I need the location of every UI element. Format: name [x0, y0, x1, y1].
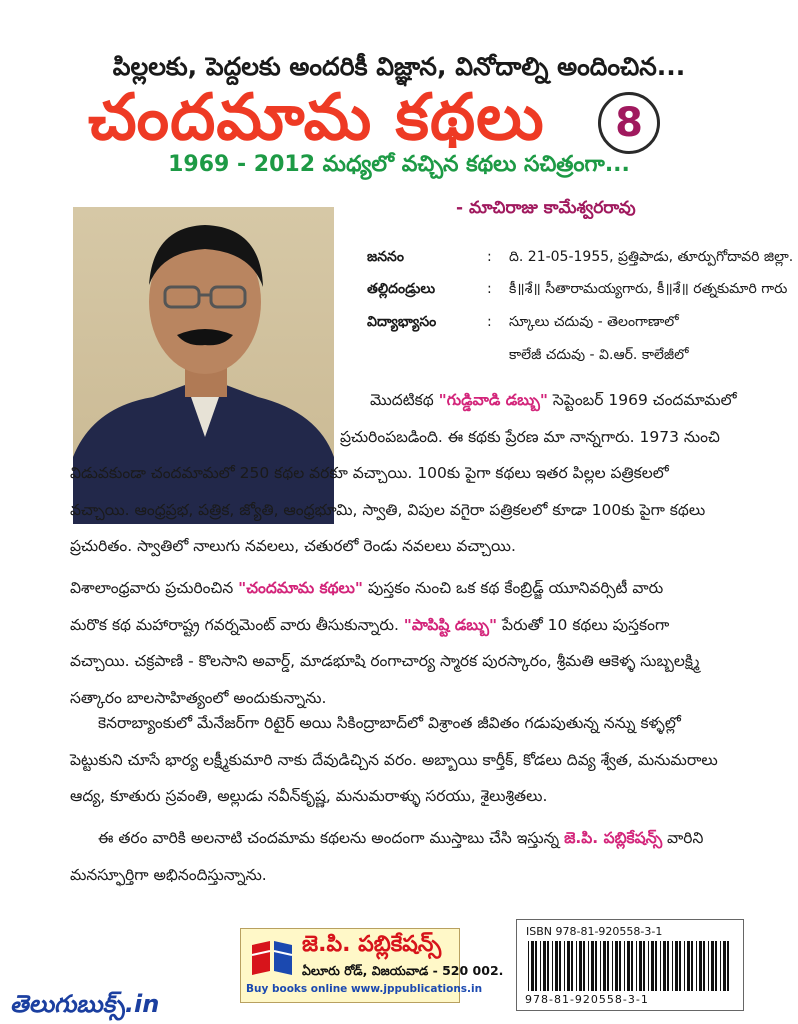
- bio-label: తల్లిదండ్రులు: [367, 281, 436, 297]
- paragraph-line: విడువకుండా చందమామలో 250 కథల వరకూ వచ్చాయి. 100కు పైగా కథలు ఇతర పిల్లల పత్రికలలో: [70, 464, 669, 482]
- book-subtitle: 1969 - 2012 మధ్యలో వచ్చిన కథలు సచిత్రంగా...: [168, 152, 630, 177]
- publisher-address: ఏలూరు రోడ్, విజయవాడ - 520 002.: [302, 963, 504, 978]
- paragraph-line: పెట్టుకుని చూసే భార్య లక్ష్మీకుమారి నాకు దేవుడిచ్చిన వరం. అబ్బాయి కార్తీక్, కోడలు దివ్య శ్వేత, మనుమరాలు: [70, 750, 718, 769]
- text-span: మొదటికథ: [370, 391, 439, 409]
- paragraph-awards: [70, 570, 740, 716]
- highlight-book-title: "చందమామ కథలు": [238, 579, 363, 597]
- bio-label: విద్యాభ్యాసం: [367, 314, 437, 330]
- bio-row-education: [367, 314, 679, 333]
- paragraph-family: [70, 705, 740, 815]
- paragraph-first-story: [70, 382, 740, 565]
- text-span: ఈ తరం వారికి అలనాటి చందమామ కథలను అందంగా ముస్తాబు చేసి ఇస్తున్న: [98, 829, 565, 847]
- publisher-website: Buy books online www.jppublications.in: [246, 983, 483, 995]
- highlight-publisher: జె.పి. పబ్లికేషన్స్: [564, 829, 663, 847]
- paragraph-line: ప్రచురింపబడింది. ఈ కథకు ప్రేరణ మా నాన్నగారు. 1973 నుంచి: [340, 427, 720, 446]
- bio-sep: :: [487, 314, 492, 330]
- paragraph-line: [70, 570, 740, 607]
- paragraph-thanks: [70, 820, 740, 893]
- text-span: విశాలాంధ్రవారు ప్రచురించిన: [70, 579, 239, 597]
- bio-row-parents: [367, 281, 787, 300]
- paragraph-line: ప్రచురితం. స్వాతిలో నాలుగు నవలలు, చతురలో రెండు నవలలు వచ్చాయి.: [70, 537, 516, 555]
- paragraph-line: సత్కారం బాలసాహిత్యంలో అందుకున్నాను.: [70, 688, 327, 707]
- isbn-label: ISBN 978-81-920558-3-1: [526, 925, 663, 938]
- bio-value: కీ॥శే॥ సీతారామయ్యగారు, కీ॥శే॥ రత్నకుమారి గారు: [509, 281, 788, 297]
- text-span: వారిని: [662, 829, 704, 847]
- paragraph-line: వచ్చాయి. చక్రపాణి - కొలసాని అవార్డ్, మాడభూషి రంగాచార్య స్మారక పురస్కారం, శ్రీమతి ఆకెళ్ళ సుబ్బలక్ష్మి: [70, 652, 700, 670]
- isbn-number: 978-81-920558-3-1: [525, 993, 649, 1006]
- text-span: పుస్తకం నుంచి ఒక కథ కేంబ్రిడ్జ్ యూనివర్సిటీ వారు: [362, 579, 664, 597]
- bio-row-college: [367, 347, 689, 366]
- bio-sep: :: [487, 249, 492, 265]
- bio-value: ది. 21-05-1955, ప్రత్తిపాడు, తూర్పుగోదావరి జిల్లా.: [509, 249, 794, 265]
- text-span: సెప్టెంబర్ 1969 చందమామలో: [547, 391, 737, 409]
- paragraph-line: [70, 607, 740, 644]
- bio-row-birth: [367, 249, 793, 268]
- paragraph-line: వచ్చాయి. ఆంధ్రప్రభ, పత్రిక, జ్యోతి, ఆంధ్రభూమి, స్వాతి, విపుల వగైరా పత్రికలలో కూడా 100కు పైగా కథలు: [70, 500, 706, 519]
- paragraph-line: ఆద్య, కూతురు స్రవంతి, అల్లుడు నవీన్‌కృష్ణ, మనుమరాళ్ళు సరయు, శైలుశ్రితలు.: [70, 787, 548, 805]
- paragraph-line: కెనరాబ్యాంకులో మేనేజర్‌గా రిటైర్ అయి సికింద్రాబాద్‌లో విశ్రాంత జీవితం గడుపుతున్న నన్ను కళ్ళల్లో: [98, 714, 681, 732]
- publisher-name: జె.పి. పబ్లికేషన్స్: [302, 932, 442, 957]
- barcode-icon: [526, 941, 732, 991]
- bio-label: జననం: [367, 249, 404, 265]
- publisher-book-icon: [248, 935, 296, 979]
- paragraph-line: మనస్ఫూర్తిగా అభినందిస్తున్నాను.: [70, 865, 267, 884]
- text-span: మరొక కథ మహారాష్ట్ర గవర్నమెంట్ వారు తీసుకున్నారు.: [70, 615, 404, 634]
- watermark-site: తెలుగుబుక్స్.in: [10, 990, 160, 1018]
- text-span: పేరుతో 10 కథలు పుస్తకంగా: [497, 615, 670, 634]
- paragraph-line: [70, 382, 740, 419]
- bio-value: కాలేజీ చదువు - వి.ఆర్. కాలేజీలో: [509, 347, 689, 363]
- volume-badge: 8: [598, 92, 660, 154]
- highlight-book-title: "పాపిష్టి డబ్బు": [403, 615, 498, 634]
- book-title: చందమామ కథలు: [88, 81, 545, 155]
- paragraph-line: [70, 820, 740, 857]
- bio-value: స్కూలు చదువు - తెలంగాణాలో: [509, 314, 679, 330]
- bio-sep: :: [487, 281, 492, 297]
- tagline: పిల్లలకు, పెద్దలకు అందరికీ విజ్ఞాన, వినోదాల్ని అందించిన...: [112, 52, 686, 81]
- highlight-story-title: "గుడ్డివాడి డబ్బు": [438, 391, 548, 409]
- author-name: - మాచిరాజు కామేశ్వరరావు: [456, 198, 636, 218]
